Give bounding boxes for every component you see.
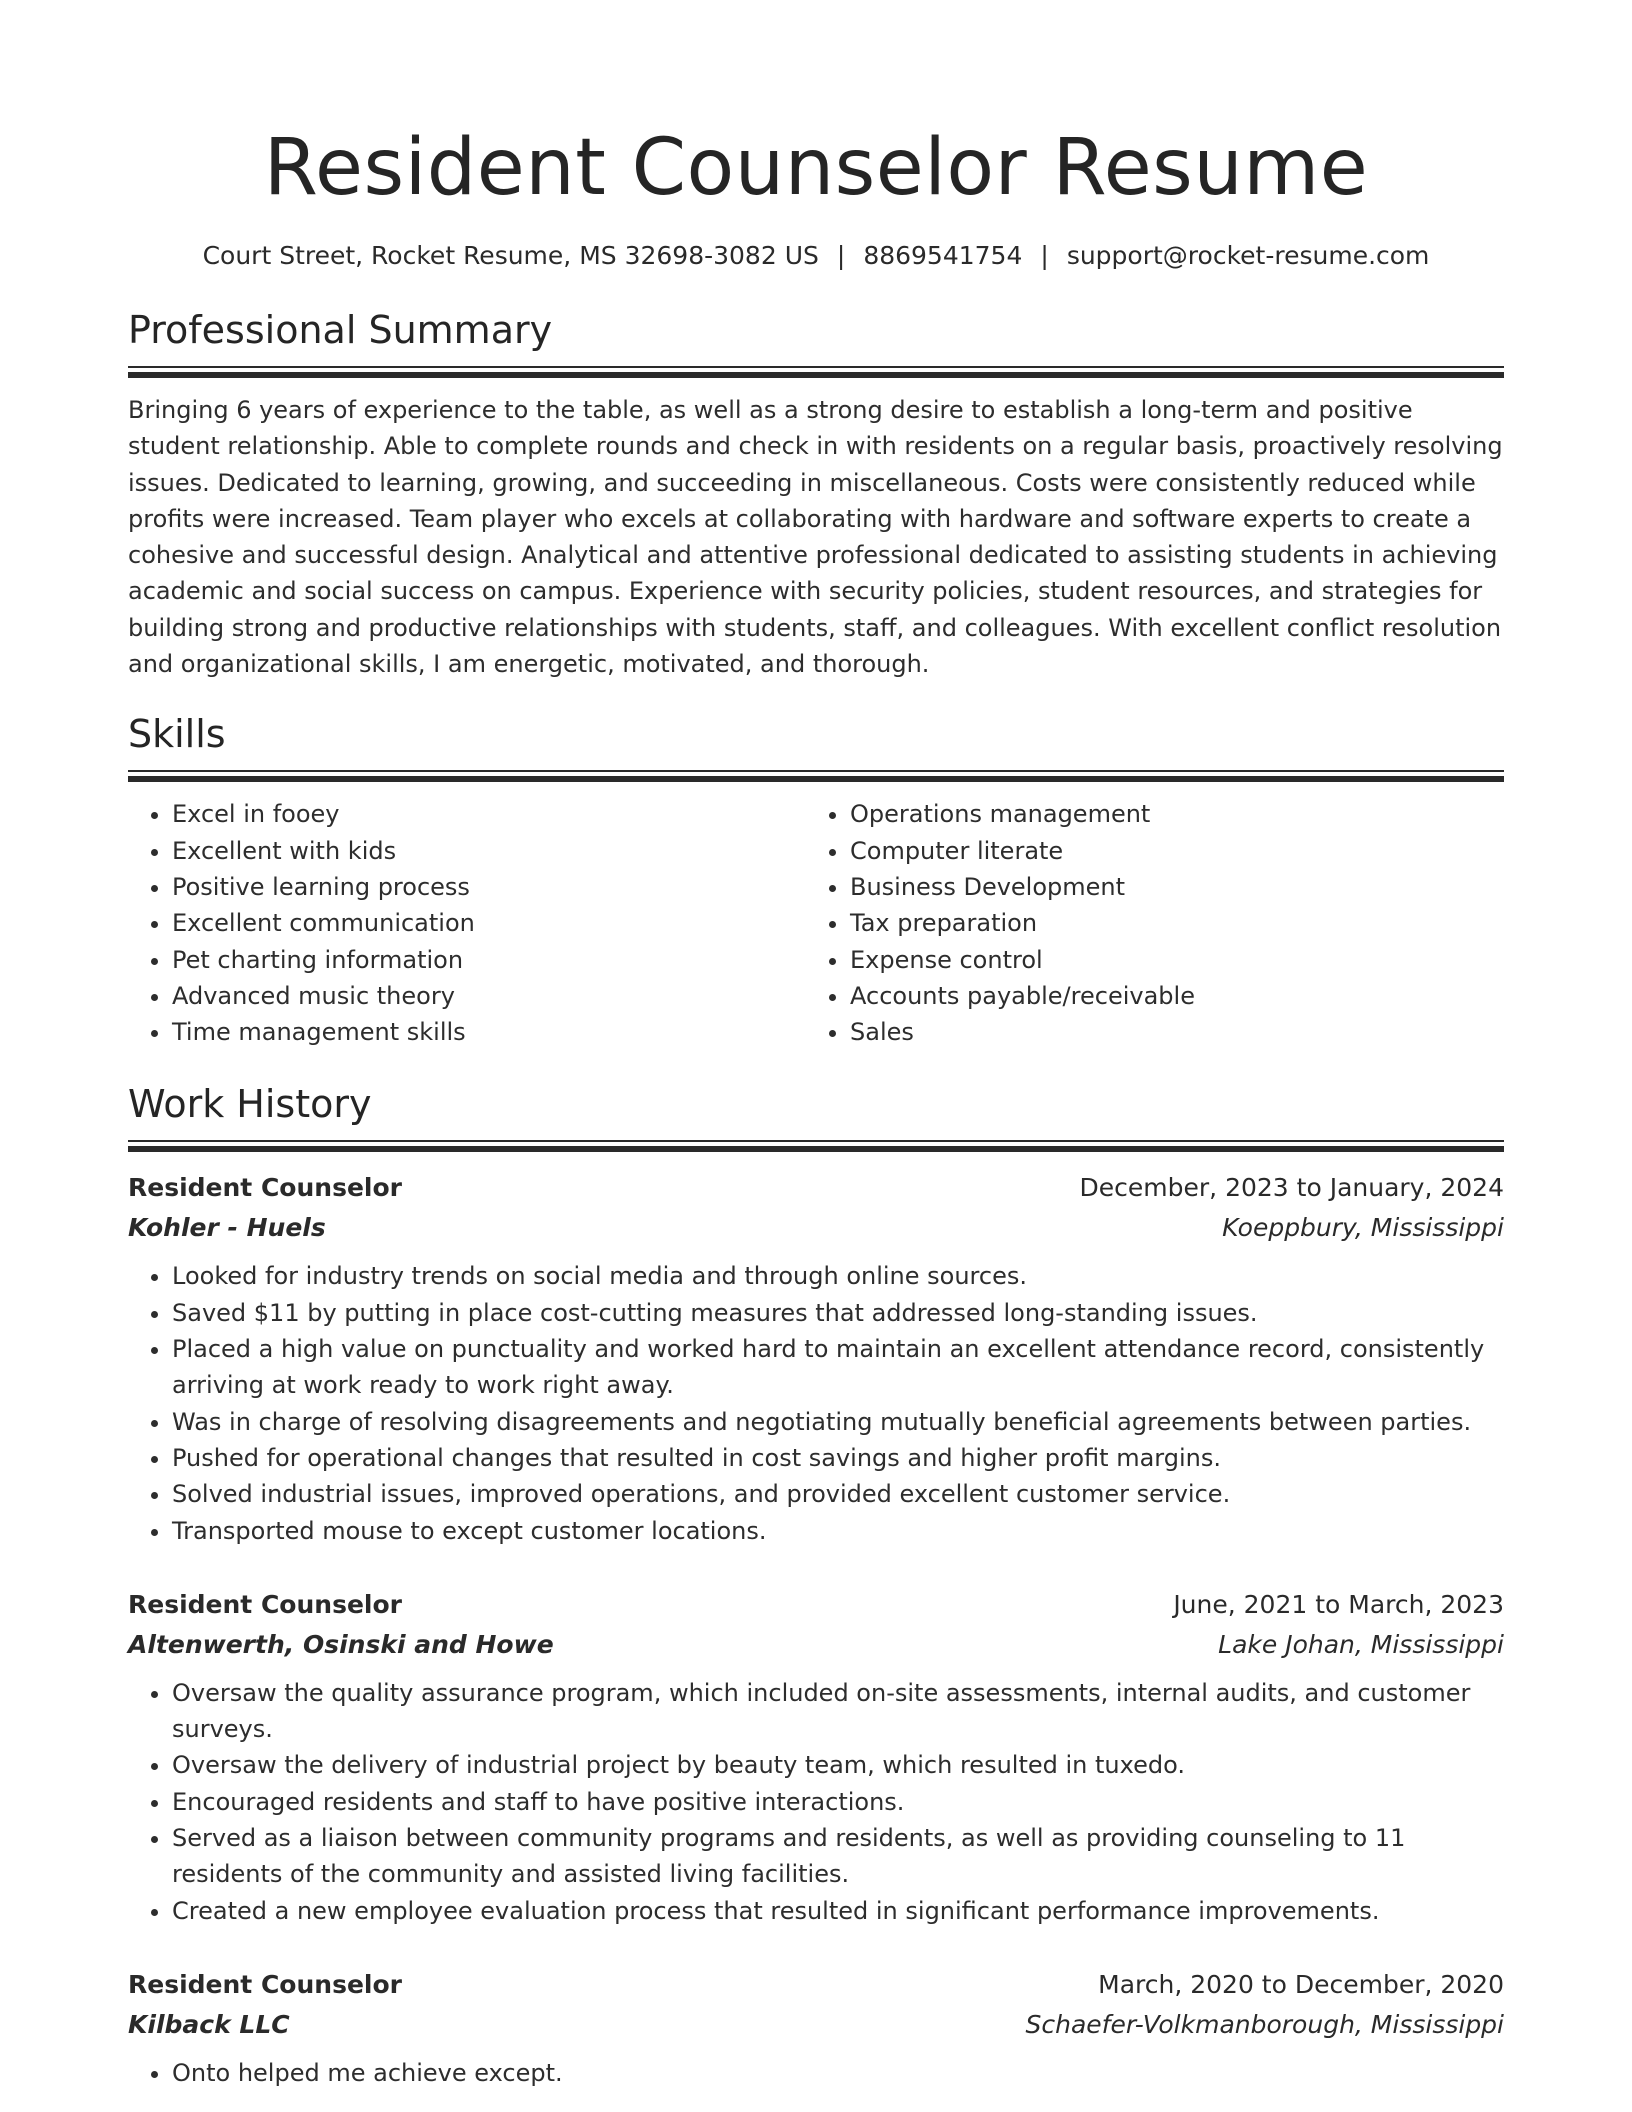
work-history-section: [128, 1080, 1504, 2091]
job-bullets: [128, 2055, 1504, 2091]
job-bullet: • Saved $11 by putting in place cost-cutting measures that addressed long-standing issues.: [172, 1295, 1504, 1331]
skill-item: • Positive learning process: [172, 869, 806, 905]
job-dates: December, 2023 to January, 2024: [1079, 1173, 1504, 1203]
section-heading-summary: Professional Summary: [128, 308, 553, 352]
job-location: Schaefer-Volkmanborough, Mississippi: [1025, 2009, 1504, 2039]
job-header-row: [128, 1585, 1504, 1625]
job-title: Resident Counselor: [128, 1969, 402, 1999]
job-title: Resident Counselor: [128, 1589, 402, 1619]
skill-item: • Sales: [850, 1014, 1484, 1050]
job-title: Resident Counselor: [128, 1173, 402, 1203]
section-heading-work-history: Work History: [128, 1082, 372, 1127]
job-bullet: • Transported mouse to except customer locations.: [172, 1513, 1504, 1549]
skills-list-left: [128, 796, 806, 1050]
skill-item: • Computer literate: [850, 833, 1484, 869]
skill-item: • Excel in fooey: [172, 796, 806, 832]
job-header-row: [128, 1168, 1504, 1208]
job-bullet: • Solved industrial issues, improved operations, and provided excellent customer service.: [172, 1476, 1504, 1512]
job-bullets: [128, 1258, 1504, 1548]
professional-summary-section: [128, 306, 1504, 682]
job-bullet: • Looked for industry trends on social media and through online sources.: [172, 1258, 1504, 1294]
skill-item: • Operations management: [850, 796, 1484, 832]
job-employer-row: [128, 1625, 1504, 1665]
job-entry: [128, 1965, 1504, 2091]
contact-line: [128, 240, 1504, 272]
job-bullets: [128, 1675, 1504, 1929]
contact-address: Court Street, Rocket Resume, MS 32698-3082 US: [202, 241, 819, 270]
job-dates: June, 2021 to March, 2023: [1173, 1589, 1504, 1619]
skill-item: • Excellent with kids: [172, 833, 806, 869]
skill-item: • Advanced music theory: [172, 978, 806, 1014]
skills-section: [128, 710, 1504, 1050]
skill-item: • Business Development: [850, 869, 1484, 905]
skill-item: • Time management skills: [172, 1014, 806, 1050]
skill-item: • Pet charting information: [172, 942, 806, 978]
section-heading-skills: Skills: [128, 712, 226, 757]
skill-item: • Excellent communication: [172, 905, 806, 941]
job-employer-row: [128, 2005, 1504, 2045]
job-entry: [128, 1168, 1504, 1548]
contact-separator: |: [836, 241, 846, 270]
job-location: Lake Johan, Mississippi: [1218, 1629, 1504, 1659]
section-divider: [128, 366, 1504, 378]
skill-item: • Tax preparation: [850, 905, 1484, 941]
job-bullet: • Onto helped me achieve except.: [172, 2055, 1504, 2091]
job-bullet: • Served as a liaison between community programs and residents, as well as providing counseling to 11 residents of the community and assisted living facilities.: [172, 1820, 1504, 1893]
skills-list-right: [806, 796, 1484, 1050]
job-bullet: • Created a new employee evaluation process that resulted in significant performance improvements.: [172, 1893, 1504, 1929]
job-bullet: • Placed a high value on punctuality and worked hard to maintain an excellent attendance record, consistently arriving at work ready to work right away.: [172, 1331, 1504, 1404]
job-entry: [128, 1585, 1504, 1929]
contact-email: support@rocket-resume.com: [1066, 241, 1430, 270]
job-location: Koeppbury, Mississippi: [1222, 1213, 1504, 1243]
job-company: Kilback LLC: [128, 2009, 290, 2039]
job-bullet: • Encouraged residents and staff to have positive interactions.: [172, 1784, 1504, 1820]
contact-separator: |: [1040, 241, 1049, 270]
job-dates: March, 2020 to December, 2020: [1098, 1969, 1504, 1999]
section-divider: [128, 770, 1504, 782]
section-divider: [128, 1140, 1504, 1152]
job-header-row: [128, 1965, 1504, 2005]
skills-grid: [128, 796, 1504, 1050]
job-employer-row: [128, 1208, 1504, 1248]
job-bullet: • Pushed for operational changes that resulted in cost savings and higher profit margins.: [172, 1440, 1504, 1476]
summary-text: Bringing 6 years of experience to the table, as well as a strong desire to establish a long-term and positive student relationship. Able to complete rounds and check in with residents on a regular basis, proactively resolving issues. Dedicated to learning, growing, and succeeding in miscellaneous. Costs were consistently reduced while profits were increased. Team player who excels at collaborating with hardware and software experts to create a cohesive and successful design. Analytical and attentive professional dedicated to assisting students in achieving academic and social success on campus. Experience with security policies, student resources, and strategies for building strong and productive relationships with students, staff, and colleagues. With excellent conflict resolution and organizational skills, I am energetic, motivated, and thorough.: [128, 396, 1503, 679]
resume-page: [128, 0, 1504, 2091]
job-bullet: • Was in charge of resolving disagreements and negotiating mutually beneficial agreements between parties.: [172, 1404, 1504, 1440]
resume-title: Resident Counselor Resume: [263, 123, 1369, 213]
job-company: Altenwerth, Osinski and Howe: [128, 1629, 554, 1659]
contact-phone: 8869541754: [863, 241, 1023, 270]
skill-item: • Expense control: [850, 942, 1484, 978]
job-bullet: • Oversaw the quality assurance program, which included on-site assessments, internal audits, and customer surveys.: [172, 1675, 1504, 1748]
skill-item: • Accounts payable/receivable: [850, 978, 1484, 1014]
job-company: Kohler - Huels: [128, 1213, 326, 1243]
job-bullet: • Oversaw the delivery of industrial project by beauty team, which resulted in tuxedo.: [172, 1747, 1504, 1783]
